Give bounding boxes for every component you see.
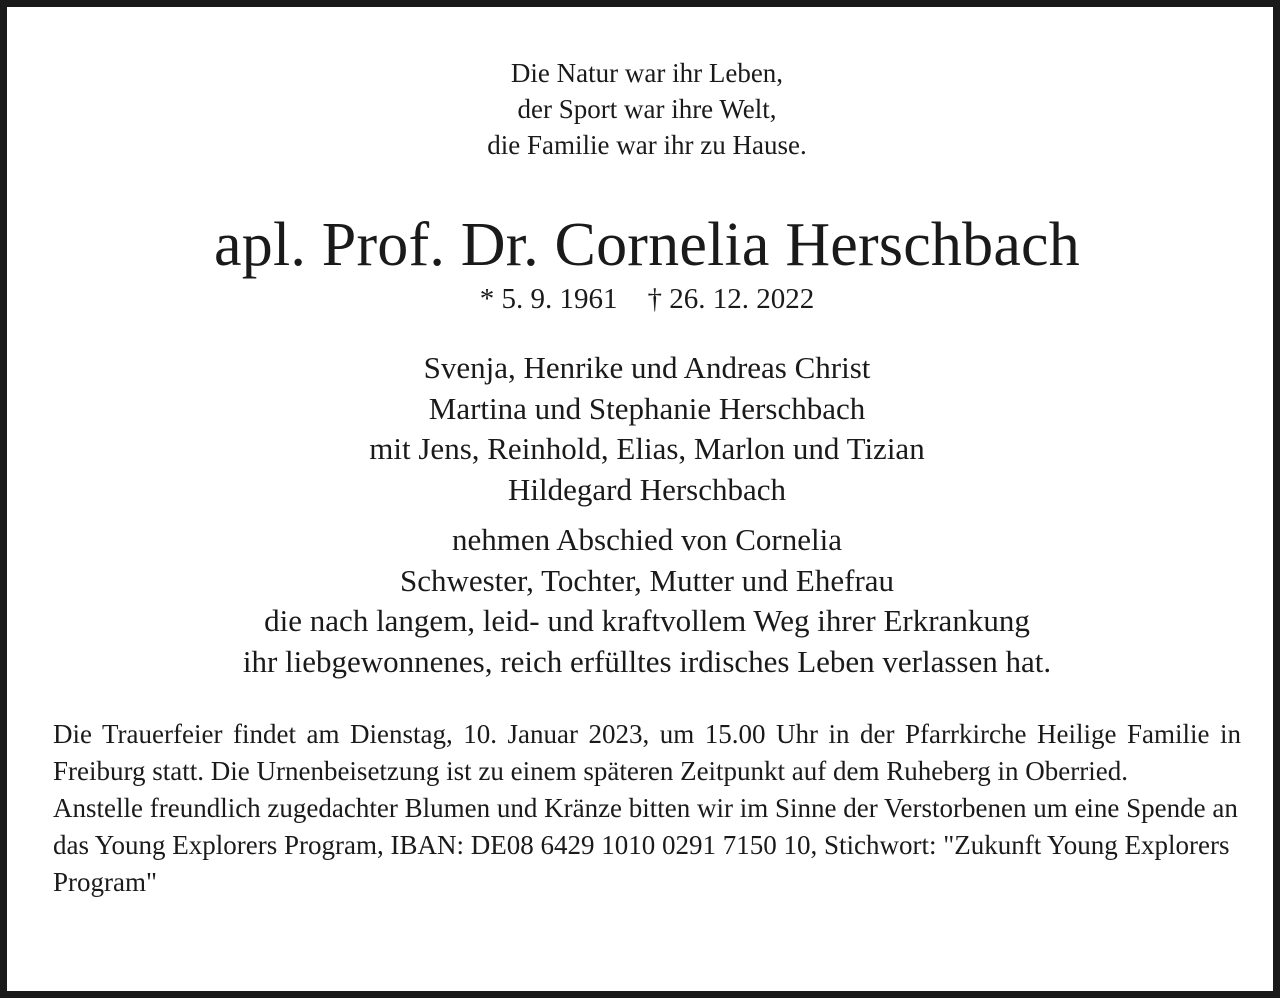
funeral-details: Die Trauerfeier findet am Dienstag, 10. Januar 2023, um 15.00 Uhr in der Pfarrkirche Heilige Familie in Freiburg statt. Die Urnenbeisetzung ist zu einem späteren Zeitpunkt auf dem Ruheberg in Oberried. <box>53 719 1241 786</box>
death-date: † 26. 12. 2022 <box>647 283 815 315</box>
service-information <box>53 716 1241 901</box>
farewell-line: ihr liebgewonnenes, reich erfülltes irdisches Leben verlassen hat. <box>242 643 1052 679</box>
farewell-text <box>7 520 1280 682</box>
life-dates <box>7 279 1280 319</box>
mourner-line: Svenja, Henrike und Andreas Christ <box>423 350 871 385</box>
farewell-line: nehmen Abschied von Cornelia <box>452 522 842 557</box>
donation-request: Anstelle freundlich zugedachter Blumen und Kränze bitten wir im Sinne der Verstorbenen um eine Spende an das Young Explorers Program, IBAN: DE08 6429 1010 0291 7150 10, Stichwort: "Zukunft Young Explorers Program" <box>53 793 1238 897</box>
motto <box>7 55 1280 163</box>
mourner-line: Martina und Stephanie Herschbach <box>428 390 866 426</box>
farewell-line: Schwester, Tochter, Mutter und Ehefrau <box>399 562 895 598</box>
farewell-line: die nach langem, leid- und kraftvollem Weg ihrer Erkrankung <box>264 603 1030 638</box>
birth-date: * 5. 9. 1961 <box>479 283 618 315</box>
mourner-line: Hildegard Herschbach <box>507 471 787 507</box>
deceased-name: apl. Prof. Dr. Cornelia Herschbach <box>214 211 1080 279</box>
motto-line: die Familie war ihr zu Hause. <box>487 130 807 160</box>
mourners-list <box>7 348 1280 510</box>
motto-line: der Sport war ihre Welt, <box>517 94 777 124</box>
mourner-line: mit Jens, Reinhold, Elias, Marlon und Tizian <box>369 431 925 466</box>
motto-line: Die Natur war ihr Leben, <box>510 58 784 88</box>
